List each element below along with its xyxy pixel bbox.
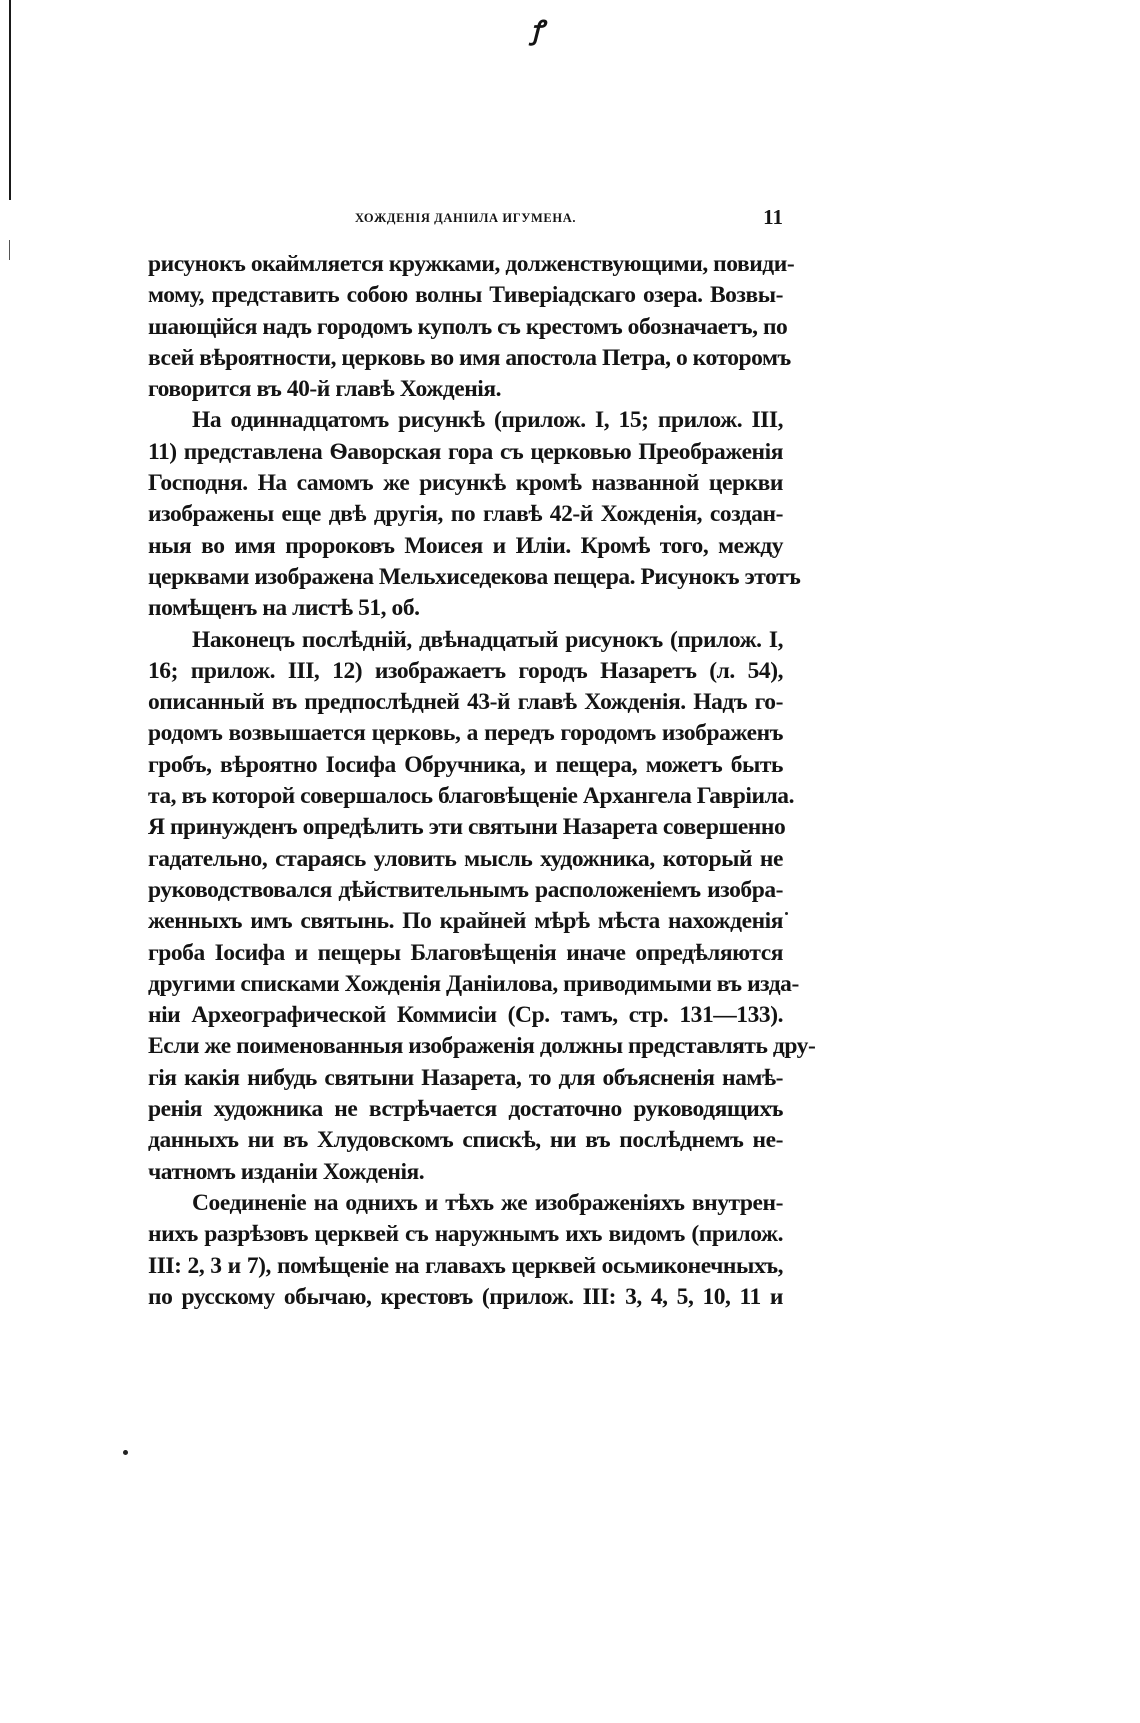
text-line: гія какія нибудь святыни Назарета, то для объясненія намѣ- xyxy=(148,1064,783,1091)
body-text xyxy=(148,249,816,1313)
text-line: ныя во имя пророковъ Моисея и Иліи. Кромѣ того, между xyxy=(148,532,783,559)
text-line: ніи Археографической Коммисіи (Ср. тамъ, стр. 131—133). xyxy=(148,1002,783,1029)
page-edge-shadow xyxy=(9,0,11,200)
text-line: ренія художника не встрѣчается достаточно руководящихъ xyxy=(148,1096,783,1123)
paragraph xyxy=(148,1188,783,1313)
text-line: Если же поименованныя изображенія должны представлять дру- xyxy=(148,1033,816,1060)
text-line: Господня. На самомъ же рисункѣ кромѣ названной церкви xyxy=(148,470,783,497)
text-line: по русскому обычаю, крестовъ (прилож. III: 3, 4, 5, 10, 11 и xyxy=(148,1283,783,1310)
page-edge-mark xyxy=(9,240,10,260)
text-line: женныхъ имъ святынь. По крайней мѣрѣ мѣста нахожденія xyxy=(148,908,783,935)
text-line: рисунокъ окаймляется кружками, долженствующими, повиди- xyxy=(148,251,795,277)
page-header xyxy=(148,205,783,231)
text-line: III: 2, 3 и 7), помѣщеніе на главахъ церквей осьмиконечныхъ, xyxy=(148,1252,783,1279)
text-line: Я принужденъ опредѣлить эти святыни Назарета совершенно xyxy=(148,814,786,841)
text-line: шающійся надъ городомъ куполъ съ крестомъ обозначаетъ, по xyxy=(148,313,788,340)
text-line: говорится въ 40-й главѣ Хожденія. xyxy=(148,376,502,403)
text-line: нихъ разрѣзовъ церквей съ наружнымъ ихъ видомъ (прилож. xyxy=(148,1221,783,1248)
text-line: помѣщенъ на листѣ 51, об. xyxy=(148,595,420,622)
text-line: 11) представлена Ѳаворская гора съ церковью Преображенія xyxy=(148,438,783,465)
text-line: гадательно, стараясь уловить мысль художника, который не xyxy=(148,845,783,872)
text-line: гробъ, вѣроятно Іосифа Обручника, и пещера, можетъ быть xyxy=(148,751,783,778)
page-number: 11 xyxy=(763,205,783,229)
text-line: изображены еще двѣ другія, по главѣ 42-й Хожденія, создан- xyxy=(148,501,783,528)
text-line: гроба Іосифа и пещеры Благовѣщенія иначе опредѣляются xyxy=(148,939,783,966)
text-line: церквами изображена Мельхиседекова пещера. Рисунокъ этотъ xyxy=(148,563,801,590)
text-line: На одиннадцатомъ рисункѣ (прилож. I, 15; прилож. III, xyxy=(192,407,783,434)
ink-speck xyxy=(123,1450,128,1455)
text-line: Соединеніе на однихъ и тѣхъ же изображеніяхъ внутрен- xyxy=(192,1189,783,1216)
text-line: 16; прилож. III, 12) изображаетъ городъ Назаретъ (л. 54), xyxy=(148,657,783,684)
text-line: мому, представить собою волны Тиверіадскаго озера. Возвы- xyxy=(148,282,783,309)
ink-speck xyxy=(785,912,788,915)
text-line: руководствовался дѣйствительнымъ расположеніемъ изобра- xyxy=(148,876,783,903)
running-title: ХОЖДЕНІЯ ДАНІИЛА ИГУМЕНА. xyxy=(354,211,577,225)
text-line: та, въ которой совершалось благовѣщеніе Архангела Гавріила. xyxy=(148,783,795,810)
text-line: другими списками Хожденія Даніилова, приводимыми въ изда- xyxy=(148,970,799,997)
text-line: описанный въ предпослѣдней 43-й главѣ Хожденія. Надъ го- xyxy=(148,689,783,716)
paragraph xyxy=(148,249,795,405)
text-line: данныхъ ни въ Хлудовскомъ спискѣ, ни въ послѣднемъ не- xyxy=(148,1127,783,1154)
text-line: чатномъ изданіи Хожденія. xyxy=(148,1158,425,1185)
text-line: Наконецъ послѣдній, двѣнадцатый рисунокъ (прилож. I, xyxy=(192,626,783,653)
text-line: всей вѣроятности, церковь во имя апостола Петра, о которомъ xyxy=(148,344,791,371)
text-line: родомъ возвышается церковь, а передъ городомъ изображенъ xyxy=(148,720,783,747)
top-ink-mark: ꝭ xyxy=(531,16,544,45)
paragraph xyxy=(148,405,801,624)
paragraph xyxy=(148,625,816,1188)
